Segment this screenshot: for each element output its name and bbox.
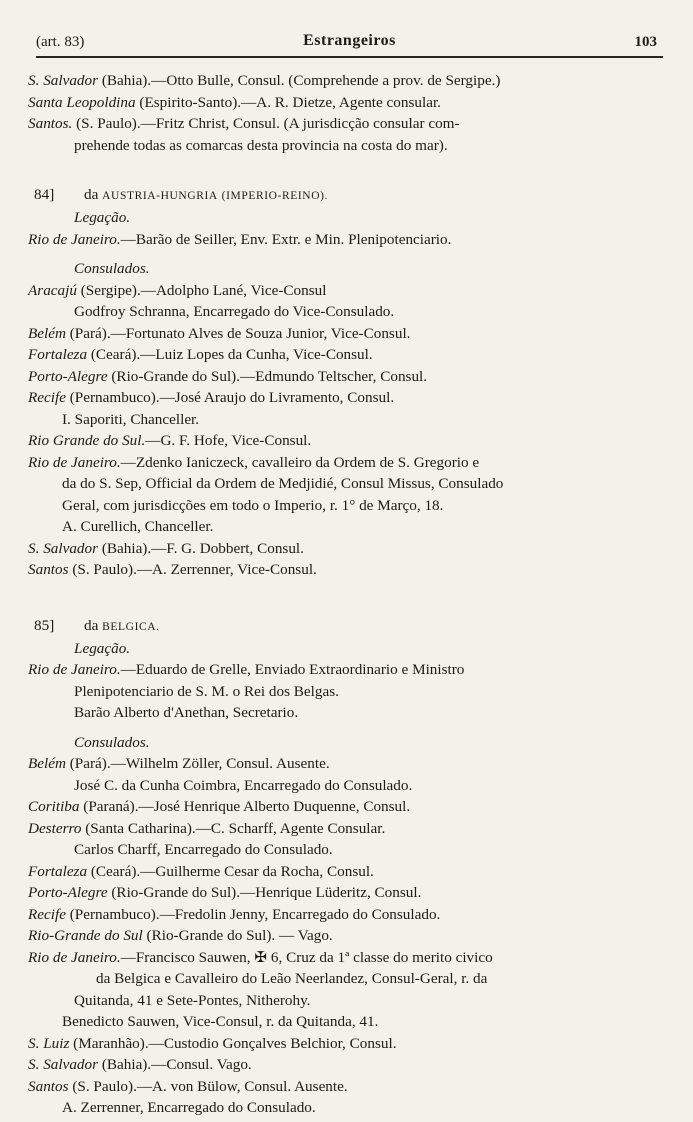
directory-entry-line — [28, 323, 668, 345]
legacao-list-85 — [28, 659, 668, 724]
entry-text: Carlos Charff, Encarregado do Consulado. — [74, 841, 333, 858]
place-name: S. Salvador — [28, 539, 99, 557]
entries-top — [28, 70, 668, 156]
place-name: Porto-Alegre — [28, 884, 108, 901]
consulados-heading: Consulados. — [74, 733, 150, 751]
directory-entry-line — [28, 861, 668, 883]
entry-text: Barão Alberto d'Anethan, Secretario. — [74, 704, 299, 721]
entry-text: (S. Paulo).—A. von Bülow, Consul. Ausente. — [68, 1077, 348, 1095]
entry-text: (Espirito-Santo).—A. R. Dietze, Agente consular. — [135, 93, 441, 111]
directory-entry-line — [28, 280, 668, 302]
place-name: Rio de Janeiro. — [28, 453, 121, 471]
entry-text: (Ceará).—Luiz Lopes da Cunha, Vice-Consul. — [87, 346, 373, 363]
place-name: Porto-Alegre — [28, 367, 108, 385]
section-heading-84 — [28, 184, 668, 207]
directory-entry-line — [28, 990, 668, 1012]
consulados-heading: Consulados. — [74, 260, 150, 277]
place-name: S. Luiz — [28, 1034, 70, 1052]
directory-entry-line — [28, 1076, 668, 1098]
entry-text: (Pará).—Wilhelm Zöller, Consul. Ausente. — [65, 755, 330, 772]
entry-text: —Zdenko Ianiczeck, cavalleiro da Ordem de S. Gregorio e — [120, 453, 480, 471]
entry-text: (Bahia).—Otto Bulle, Consul. (Comprehende a prov. de Sergipe.) — [98, 72, 501, 89]
directory-entry-line — [28, 882, 668, 904]
directory-entry-line — [28, 92, 668, 114]
entry-text: Godfroy Schranna, Encarregado do Vice-Consulado. — [74, 303, 395, 320]
entry-text: (Rio-Grande do Sul). — Vago. — [142, 927, 333, 944]
directory-entry-line — [28, 70, 668, 92]
directory-entry-line — [28, 473, 668, 495]
entry-text: (Sergipe).—Adolpho Lané, Vice-Consul — [76, 281, 327, 299]
place-name: Rio de Janeiro. — [28, 948, 121, 966]
entry-text: —Eduardo de Grelle, Enviado Extraordinario e Ministro — [120, 661, 465, 678]
directory-entry-line — [28, 839, 668, 861]
directory-entry-line — [28, 538, 668, 560]
directory-entry-line — [28, 702, 668, 724]
entry-text: (Pernambuco).—Fredolin Jenny, Encarregado do Consulado. — [65, 905, 441, 923]
page-content — [28, 70, 668, 1119]
place-name: Aracajú — [28, 281, 77, 299]
directory-entry-line — [28, 135, 668, 157]
directory-entry-line — [28, 681, 668, 703]
section-prefix: da — [84, 616, 103, 634]
section-prefix: da — [84, 186, 103, 203]
place-name: Coritiba — [28, 798, 80, 815]
entry-text: (Paraná).—José Henrique Alberto Duquenne, Consul. — [79, 798, 411, 815]
place-name: Santos. — [28, 115, 73, 132]
directory-entry-line — [28, 1097, 668, 1119]
country-name: AUSTRIA-HUNGRIA — [102, 190, 218, 202]
place-name: Belém — [28, 755, 66, 772]
entry-text: Geral, com jurisdicções em todo o Imperio, r. 1° de Março, 18. — [62, 496, 444, 514]
place-name: S. Salvador — [28, 72, 99, 89]
place-name: Rio-Grande do Sul — [28, 927, 143, 944]
directory-entry-line — [28, 516, 668, 538]
place-name: Belém — [28, 324, 66, 342]
directory-entry-line — [28, 344, 668, 366]
running-title: Estrangeiros — [303, 32, 396, 49]
directory-entry-line — [28, 947, 668, 969]
place-name: Santos — [28, 1077, 69, 1095]
entry-text: da do S. Sep, Official da Ordem de Medjidié, Consul Missus, Consulado — [62, 475, 504, 492]
entry-text: (Ceará).—Guilherme Cesar da Rocha, Consul. — [87, 862, 374, 880]
directory-entry-line — [28, 559, 668, 581]
directory-entry-line — [28, 1054, 668, 1076]
entry-text: I. Saporiti, Chanceller. — [62, 410, 200, 428]
legacao-heading: Legação. — [74, 209, 131, 226]
place-name: Fortaleza — [28, 862, 88, 880]
directory-entry-line — [28, 301, 668, 323]
directory-entry-line — [28, 452, 668, 474]
legacao-entry — [28, 229, 668, 251]
section-number: 85] — [34, 616, 55, 634]
directory-entry-line — [28, 904, 668, 926]
directory-entry-line — [28, 753, 668, 775]
entry-text: Benedicto Sauwen, Vice-Consul, r. da Quitanda, 41. — [62, 1013, 379, 1030]
directory-entry-line — [28, 659, 668, 681]
entry-text: A. Zerrenner, Encarregado do Consulado. — [62, 1099, 316, 1116]
entry-text: (Santa Catharina).—C. Scharff, Agente Consular. — [81, 819, 386, 837]
entry-text: A. Curellich, Chanceller. — [62, 518, 214, 535]
country-qualifier: (IMPERIO-REINO). — [221, 190, 329, 202]
directory-entry-line — [28, 113, 668, 135]
directory-entry-line — [28, 775, 668, 797]
entry-text: —G. F. Hofe, Vice-Consul. — [145, 432, 312, 449]
entry-text: (Pará).—Fortunato Alves de Souza Junior, Vice-Consul. — [65, 324, 411, 342]
directory-entry-line — [28, 818, 668, 840]
place-name: Fortaleza — [28, 346, 88, 363]
page-number: 103 — [634, 34, 657, 50]
entry-text: (S. Paulo).—A. Zerrenner, Vice-Consul. — [68, 561, 317, 578]
place-name: Recife — [28, 905, 66, 923]
directory-entry-line — [28, 366, 668, 388]
entry-text: (Bahia).—Consul. Vago. — [98, 1056, 252, 1073]
entry-text: José C. da Cunha Coimbra, Encarregado do Consulado. — [74, 776, 413, 794]
entry-text: da Belgica e Cavalleiro do Leão Neerlandez, Consul-Geral, r. da — [96, 970, 488, 987]
section-heading-85 — [28, 615, 668, 638]
directory-entry-line — [28, 968, 668, 990]
directory-entry-line — [28, 925, 668, 947]
consulados-list-84 — [28, 280, 668, 581]
directory-entry-line — [28, 1011, 668, 1033]
entry-text: (Rio-Grande do Sul).—Henrique Lüderitz, Consul. — [107, 884, 422, 901]
section-number: 84] — [34, 186, 55, 203]
entry-text: (Pernambuco).—José Araujo do Livramento, Consul. — [65, 389, 395, 406]
page-header — [36, 30, 663, 58]
entry-text: Quitanda, 41 e Sete-Pontes, Nitherohy. — [74, 991, 311, 1009]
entry-text: (Rio-Grande do Sul).—Edmundo Teltscher, Consul. — [107, 367, 428, 385]
entry-text: (Bahia).—F. G. Dobbert, Consul. — [98, 539, 304, 557]
directory-entry-line — [28, 796, 668, 818]
place-name: Recife — [28, 389, 66, 406]
consulados-list-85 — [28, 753, 668, 1119]
entry-text: (S. Paulo).—Fritz Christ, Consul. (A jurisdicção consular com- — [72, 115, 460, 132]
country-name: BELGICA. — [102, 620, 160, 633]
place-name: Rio de Janeiro. — [28, 661, 121, 678]
place-name: Desterro — [28, 819, 82, 837]
place-name: Santos — [28, 561, 69, 578]
directory-entry-line — [28, 387, 668, 409]
legacao-heading: Legação. — [74, 639, 131, 657]
directory-entry-line — [28, 495, 668, 517]
place-name: Rio Grande do Sul. — [28, 432, 146, 449]
directory-entry-line — [28, 409, 668, 431]
entry-text: —Francisco Sauwen, ✠ 6, Cruz da 1ª classe do merito civico — [120, 948, 493, 966]
place-name: S. Salvador — [28, 1056, 99, 1073]
entry-text: —Barão de Seiller, Env. Extr. e Min. Plenipotenciario. — [120, 230, 452, 248]
directory-entry-line — [28, 430, 668, 452]
entry-text: Plenipotenciario de S. M. o Rei dos Belgas. — [74, 682, 339, 700]
place-name: Rio de Janeiro. — [28, 230, 121, 248]
entry-text: (Maranhão).—Custodio Gonçalves Belchior, Consul. — [69, 1034, 397, 1052]
entry-text: prehende todas as comarcas desta provincia na costa do mar). — [74, 136, 448, 154]
place-name: Santa Leopoldina — [28, 93, 136, 111]
directory-entry-line — [28, 1033, 668, 1055]
article-reference: (art. 83) — [36, 34, 85, 50]
